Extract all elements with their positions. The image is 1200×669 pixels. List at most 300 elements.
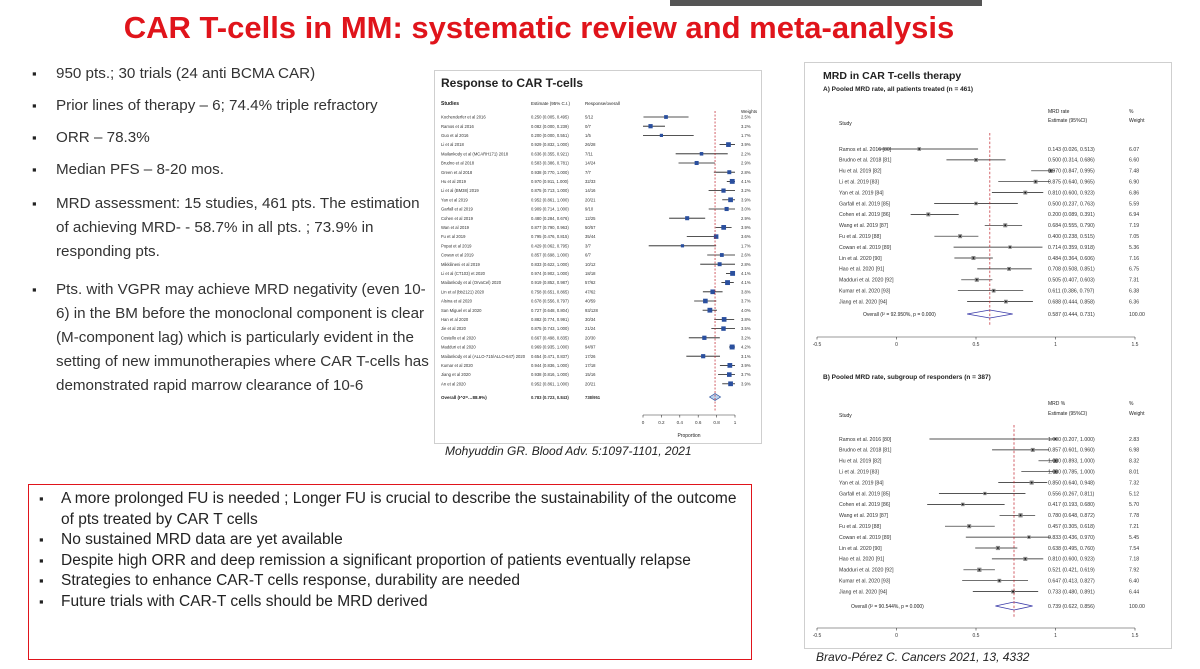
weight-label: 7.54 [1129, 545, 1140, 552]
estimate-ci-label: 0.200 (0.000, 0.551) [531, 133, 569, 138]
estimate-ci-label: 0.944 (0.836, 1.000) [531, 363, 569, 368]
estimate-ci-label: 0.733 (0.480, 0.891) [1048, 589, 1095, 596]
weight-label: 3.2% [741, 188, 751, 194]
estimate-ci-label: 0.938 (0.770, 1.000) [531, 169, 569, 175]
events-label: 32/33 [585, 179, 596, 184]
bullet-item: ▪ 950 pts.; 30 trials (24 anti BCMA CAR) [32, 62, 432, 86]
estimate-dot [1035, 181, 1037, 183]
weight-label: 6.40 [1129, 578, 1140, 585]
weight-label: 6.60 [1129, 157, 1140, 164]
events-label: 7/11 [585, 151, 593, 157]
events-label: 18/18 [585, 271, 596, 276]
conclusion-item: ▪ No sustained MRD data are yet available [29, 530, 751, 551]
weight-label: 4.1% [741, 179, 751, 184]
estimate-ci-label: 0.678 (0.556, 0.797) [531, 298, 569, 304]
events-label: 21/24 [585, 326, 596, 332]
study-label: Li et al (BM38) 2019 [441, 188, 479, 194]
estimate-ci-label: 0.929 (0.832, 1.000) [531, 142, 569, 148]
study-label: Kumar et al. 2020 [93] [839, 578, 891, 585]
weight-label: 2.6% [741, 252, 751, 258]
estimate-dot [978, 569, 980, 571]
col-header-estimate: Estimate (95% C.I.) [531, 101, 571, 106]
estimate-dot [1031, 482, 1033, 484]
x-tick-label: 0.8 [713, 420, 720, 425]
point-estimate [685, 216, 689, 220]
study-label: Jiang et al. 2020 [94] [839, 589, 888, 596]
weight-label: 2.9% [741, 215, 751, 221]
bullet-item: ▪ Prior lines of therapy – 6; 74.4% triple refractory [32, 94, 432, 118]
study-label: Hu et al. 2019 [82] [839, 458, 882, 465]
x-axis-label: Proportion [677, 433, 701, 439]
study-label: Ramos et al. 2016 [80] [839, 146, 892, 153]
estimate-ci-label: 0.667 (0.498, 0.835) [531, 335, 569, 341]
study-label: Wang et al. 2019 [87] [839, 513, 889, 520]
estimate-ci-label: 0.708 (0.508, 0.851) [1048, 266, 1095, 273]
weight-label: 6.36 [1129, 299, 1140, 306]
mrd-b-overall-label: Overall (I² = 90.544%, p = 0.000) [851, 604, 924, 610]
study-label: Li et al 2018 [441, 142, 464, 148]
weight-label: 2.5% [741, 114, 751, 120]
weight-label: 1.7% [741, 133, 751, 138]
conclusion-item: ▪ Strategies to enhance CAR-T cells response, durability are needed [29, 571, 751, 592]
estimate-dot [918, 148, 920, 150]
weight-label: 7.16 [1129, 255, 1140, 262]
mrd-panel-title: MRD in CAR T-cells therapy [823, 70, 962, 82]
point-estimate [730, 179, 735, 184]
weight-label: 3.1% [741, 353, 751, 359]
study-label: Lin et al (bb2121) 2020 [441, 289, 485, 295]
study-label: Madduri et al. 2020 [92] [839, 277, 894, 284]
point-estimate [727, 363, 732, 368]
estimate-ci-label: 0.970 (0.911, 1.000) [531, 179, 569, 184]
events-label: 15/16 [585, 372, 596, 378]
mrd-panel [804, 62, 1172, 649]
estimate-ci-label: 1.000 (0.893, 1.000) [1048, 458, 1095, 465]
estimate-ci-label: 0.882 (0.774, 0.991) [531, 317, 569, 322]
estimate-ci-label: 0.500 (0.314, 0.686) [1048, 157, 1095, 164]
weight-label: 8.01 [1129, 469, 1140, 476]
estimate-ci-label: 0.810 (0.600, 0.923) [1048, 556, 1095, 563]
events-label: 40/59 [585, 298, 596, 304]
events-label: 1/5 [585, 133, 591, 138]
estimate-ci-label: 0.758 (0.651, 0.865) [531, 289, 569, 295]
overall-events-label: 738/951 [585, 395, 601, 400]
study-label: Yan et al 2019 [441, 197, 468, 203]
estimate-ci-label: 0.919 (0.852, 0.987) [531, 280, 569, 286]
mrd-a-overall-label: Overall (I² = 92.950%, p = 0.000) [863, 312, 936, 318]
x-tick-label: 1 [733, 420, 737, 425]
study-label: Cowan et al 2019 [441, 252, 474, 258]
mrd-a-header-pct: % [1129, 109, 1134, 115]
study-label: Wan et al 2019 [441, 225, 470, 230]
events-label: 20/21 [585, 381, 596, 387]
mrd-b-header-study: Study [839, 413, 852, 419]
study-label: Cowan et al. 2019 [89] [839, 534, 891, 541]
response-plot-caption: Response to CAR T-cells [441, 76, 584, 90]
study-label: Garfall et al 2019 [441, 206, 473, 212]
estimate-dot [1020, 514, 1022, 516]
study-label: Guo et al 2016 [441, 133, 469, 138]
estimate-ci-label: 0.638 (0.495, 0.760) [1048, 545, 1095, 552]
weight-label: 3.7% [741, 372, 751, 378]
study-label: Wang et al. 2019 [87] [839, 223, 889, 230]
x-tick-label: 0.5 [972, 633, 980, 639]
point-estimate [727, 170, 731, 174]
weight-label: 5.45 [1129, 534, 1140, 541]
events-label: 94/97 [585, 344, 596, 350]
weight-label: 7.32 [1129, 480, 1140, 487]
conclusions-box [28, 484, 752, 660]
estimate-ci-label: 0.970 (0.847, 0.995) [1048, 168, 1095, 175]
study-label: Han et al 2020 [441, 317, 469, 322]
point-estimate [728, 197, 733, 202]
mrd-a-header-weight: Weight [1129, 118, 1145, 124]
estimate-ci-label: 0.850 (0.640, 0.948) [1048, 480, 1095, 487]
study-label: Mailankody et al (MCARH171) 2018 [441, 151, 509, 157]
weight-label: 6.07 [1129, 146, 1140, 153]
weight-label: 6.44 [1129, 589, 1140, 596]
estimate-ci-label: 0.952 (0.861, 1.000) [531, 381, 569, 387]
estimate-ci-label: 0.833 (0.436, 0.970) [1048, 534, 1095, 541]
weight-label: 6.90 [1129, 179, 1140, 186]
weight-label: 3.9% [741, 381, 751, 387]
study-label: Li et al. 2019 [83] [839, 179, 879, 186]
events-label: 3/7 [585, 243, 591, 249]
study-label: Kumar et al. 2020 [93] [839, 288, 891, 295]
estimate-dot [975, 159, 977, 161]
weight-label: 6.38 [1129, 288, 1140, 295]
x-tick-label: -0.5 [812, 342, 822, 348]
point-estimate [701, 354, 705, 358]
estimate-ci-label: 1.000 (0.785, 1.000) [1048, 469, 1095, 476]
x-tick-label: 0.6 [695, 420, 702, 425]
weight-label: 7.05 [1129, 234, 1140, 240]
study-label: Madduri et al 2020 [441, 344, 476, 350]
estimate-ci-label: 0.200 (0.089, 0.391) [1048, 212, 1095, 219]
weight-label: 7.31 [1129, 277, 1140, 284]
estimate-ci-label: 0.684 (0.555, 0.790) [1048, 223, 1095, 230]
point-estimate [721, 225, 726, 230]
point-estimate [695, 161, 699, 165]
events-label: 17/26 [585, 353, 596, 359]
x-tick-label: 1.5 [1131, 342, 1139, 348]
estimate-ci-label: 0.500 (0.237, 0.763) [1048, 201, 1095, 208]
study-label: Fu et al 2019 [441, 234, 466, 240]
events-label: 35/44 [585, 234, 596, 240]
point-estimate [726, 142, 731, 147]
weight-label: 3.0% [741, 206, 751, 212]
study-label: Mailankody et al (OrvaCel) 2020 [441, 280, 502, 286]
study-label: Jiang et al. 2020 [94] [839, 299, 888, 306]
weight-label: 6.94 [1129, 212, 1140, 219]
estimate-ci-label: 0.727 (0.648, 0.804) [531, 307, 569, 313]
estimate-dot [997, 547, 999, 549]
point-estimate [707, 308, 712, 313]
estimate-ci-label: 0.909 (0.714, 1.000) [531, 206, 569, 212]
point-estimate [725, 207, 729, 211]
weight-label: 6.86 [1129, 190, 1140, 197]
estimate-ci-label: 0.714 (0.359, 0.918) [1048, 244, 1095, 251]
weight-label: 6.98 [1129, 447, 1140, 454]
point-estimate [727, 372, 732, 377]
mrd-b-header-rate: MRD % [1048, 401, 1066, 407]
weight-label: 4.1% [741, 271, 751, 276]
estimate-ci-label: 0.875 (0.743, 1.000) [531, 326, 569, 332]
weight-label: 3.8% [741, 289, 751, 295]
study-label: Hao et al. 2020 [91] [839, 556, 885, 563]
estimate-dot [993, 290, 995, 292]
study-label: Lin et al. 2020 [90] [839, 545, 882, 552]
weight-label: 2.83 [1129, 436, 1140, 443]
weight-label: 3.7% [741, 298, 751, 304]
events-label: 47/62 [585, 289, 596, 295]
estimate-dot [1032, 449, 1034, 451]
estimate-ci-label: 0.810 (0.600, 0.923) [1048, 190, 1095, 197]
estimate-ci-label: 0.457 (0.305, 0.618) [1048, 524, 1095, 530]
weight-label: 3.8% [741, 317, 751, 322]
weight-label: 2.9% [741, 160, 751, 166]
point-estimate [730, 345, 735, 350]
estimate-ci-label: 0.429 (0.062, 0.795) [531, 243, 569, 249]
estimate-ci-label: 0.952 (0.861, 1.000) [531, 197, 569, 203]
estimate-ci-label: 0.484 (0.364, 0.606) [1048, 255, 1095, 262]
study-label: Ramos et al. 2016 [80] [839, 436, 892, 443]
overall-estimate-label: 0.739 (0.622, 0.856) [1048, 603, 1095, 610]
estimate-ci-label: 0.480 (0.284, 0.676) [531, 215, 569, 221]
mrd-b-header-weight: Weight [1129, 411, 1145, 417]
events-label: 57/62 [585, 280, 596, 286]
weight-label: 5.59 [1129, 201, 1140, 208]
point-estimate [721, 326, 725, 330]
estimate-ci-label: 0.857 (0.698, 1.000) [531, 252, 569, 258]
mrd-a-header-rate: MRD rate [1048, 109, 1070, 115]
study-label: Alsina et al 2020 [441, 298, 472, 304]
estimate-ci-label: 0.875 (0.640, 0.965) [1048, 179, 1095, 186]
events-label: 6/7 [585, 252, 591, 258]
study-label: Kumar et al 2020 [441, 363, 473, 368]
estimate-dot [976, 279, 978, 281]
weight-label: 5.70 [1129, 502, 1140, 509]
estimate-ci-label: 0.250 (0.005, 0.495) [531, 114, 569, 120]
estimate-dot [968, 525, 970, 527]
estimate-dot [1012, 591, 1014, 593]
overall-weight-label: 100.00 [1129, 603, 1145, 610]
x-tick-label: 0.5 [972, 342, 980, 348]
study-label: Cowan et al. 2019 [89] [839, 244, 891, 251]
x-tick-label: 1 [1054, 342, 1057, 348]
estimate-ci-label: 0.974 (0.902, 1.000) [531, 271, 569, 276]
estimate-dot [1004, 224, 1006, 226]
weight-label: 4.2% [741, 344, 751, 350]
point-estimate [718, 262, 722, 266]
study-label: Yan et al. 2019 [84] [839, 480, 884, 487]
study-label: Garfall et al. 2019 [85] [839, 491, 891, 498]
point-estimate [681, 244, 684, 247]
estimate-dot [1005, 301, 1007, 303]
weight-label: 7.18 [1129, 556, 1140, 563]
conclusion-item: ▪ Future trials with CAR-T cells should be MRD derived [29, 592, 751, 613]
estimate-dot [984, 493, 986, 495]
study-label: Lin et al. 2020 [90] [839, 255, 882, 262]
weight-label: 3.9% [741, 225, 751, 230]
conclusion-item: ▪ A more prolonged FU is needed ; Longer FU is crucial to describe the sustainability of the outcome of pts treated by CAR T cells [29, 489, 751, 530]
top-bar [670, 0, 982, 6]
estimate-ci-label: 0.875 (0.713, 1.000) [531, 188, 569, 194]
estimate-ci-label: 0.877 (0.790, 0.963) [531, 225, 569, 230]
estimate-dot [959, 235, 961, 237]
weight-label: 3.2% [741, 335, 751, 341]
mrd-b-header-pct: % [1129, 401, 1134, 407]
events-label: 30/34 [585, 317, 596, 322]
point-estimate [714, 234, 719, 239]
estimate-ci-label: 0.795 (0.476, 0.815) [531, 234, 569, 240]
response-forest-plot [435, 71, 761, 443]
events-label: 10/12 [585, 261, 596, 267]
weight-label: 7.21 [1129, 524, 1140, 530]
study-label: Hao et al. 2020 [91] [839, 266, 885, 273]
weight-label: 4.1% [741, 280, 751, 286]
estimate-dot [1024, 192, 1026, 194]
estimate-dot [973, 257, 975, 259]
estimate-ci-label: 0.143 (0.026, 0.513) [1048, 146, 1095, 153]
events-label: 9/10 [585, 206, 594, 212]
x-tick-label: 0 [895, 633, 898, 639]
weight-label: 7.78 [1129, 513, 1140, 520]
events-label: 5/12 [585, 114, 594, 120]
weight-label: 5.12 [1129, 491, 1140, 498]
x-tick-label: 1 [1054, 633, 1057, 639]
conclusions-list [29, 485, 751, 612]
estimate-ci-label: 0.647 (0.413, 0.827) [1048, 578, 1095, 585]
study-label: Fu et al. 2019 [88] [839, 524, 881, 530]
weight-label: 6.75 [1129, 266, 1140, 273]
estimate-dot [1024, 558, 1026, 560]
key-findings-list [32, 62, 432, 398]
events-label: 12/25 [585, 215, 596, 221]
estimate-ci-label: 0.417 (0.193, 0.680) [1048, 502, 1095, 509]
mrd-a-header-estimate: Estimate (95%CI) [1048, 118, 1088, 124]
study-label: Cohen et al. 2019 [86] [839, 502, 891, 509]
study-label: Brudno et al. 2018 [81] [839, 447, 892, 454]
study-label: Green et al 2018 [441, 169, 473, 175]
study-label: Kochenderfer et al 2016 [441, 114, 486, 120]
weight-label: 8.32 [1129, 458, 1140, 465]
weight-label: 4.0% [741, 307, 751, 313]
estimate-dot [1008, 268, 1010, 270]
estimate-ci-label: 0.654 (0.471, 0.837) [531, 353, 569, 359]
estimate-ci-label: 0.556 (0.267, 0.811) [1048, 491, 1095, 498]
study-label: Jie et al 2020 [441, 326, 466, 332]
study-label: Mailankody et al (ALLO-715/ALLO-647) 2020 [441, 353, 526, 359]
x-tick-label: 0.2 [658, 420, 665, 425]
study-label: An et al 2020 [441, 381, 466, 387]
point-estimate [700, 152, 704, 156]
estimate-ci-label: 1.000 (0.207, 1.000) [1048, 436, 1095, 443]
point-estimate [722, 317, 727, 322]
study-label: Costello et al 2020 [441, 335, 476, 341]
x-tick-label: 1.5 [1131, 633, 1139, 639]
x-tick-label: 0.4 [676, 420, 683, 425]
x-tick-label: 0 [895, 342, 898, 348]
weight-label: 3.6% [741, 234, 751, 240]
col-header-events: Response/overall [585, 101, 620, 106]
overall-estimate-label: 0.783 (0.723, 0.843) [531, 395, 569, 400]
estimate-dot [1028, 536, 1030, 538]
overall-label: Overall (I^2=…88.9%) [441, 395, 487, 400]
mrd-forest-plots [805, 63, 1171, 648]
point-estimate [710, 289, 715, 294]
col-header-weights: Weights [741, 109, 758, 114]
study-label: San Miguel et al 2020 [441, 307, 482, 313]
estimate-ci-label: 0.400 (0.238, 0.515) [1048, 234, 1095, 240]
col-header-studies: Studies [441, 101, 460, 107]
estimate-ci-label: 0.969 (0.935, 1.000) [531, 344, 569, 350]
events-label: 14/24 [585, 160, 596, 166]
study-label: Garfall et al. 2019 [85] [839, 201, 891, 208]
study-label: Fu et al. 2019 [88] [839, 234, 881, 240]
study-label: Cohen et al 2019 [441, 215, 473, 221]
study-label: Brudno et al. 2018 [81] [839, 157, 892, 164]
point-estimate [721, 188, 725, 192]
bullet-item: ▪ ORR – 78.3% [32, 126, 432, 150]
events-label: 14/16 [585, 188, 596, 194]
weight-label: 7.19 [1129, 223, 1140, 230]
estimate-ci-label: 0.938 (0.816, 1.000) [531, 372, 569, 378]
estimate-ci-label: 0.833 (0.622, 1.000) [531, 261, 569, 267]
x-tick-label: 0 [641, 420, 645, 425]
weight-label: 5.36 [1129, 244, 1140, 251]
point-estimate [660, 134, 663, 137]
weight-label: 3.5% [741, 326, 751, 332]
estimate-dot [962, 504, 964, 506]
weight-label: 1.7% [741, 243, 751, 249]
study-label: Madduri et al. 2020 [92] [839, 567, 894, 574]
point-estimate [648, 124, 652, 128]
mrd-a-header-study: Study [839, 121, 852, 127]
weight-label: 3.9% [741, 142, 751, 148]
events-label: 26/28 [585, 142, 596, 148]
point-estimate [720, 253, 724, 257]
weight-label: 3.2% [741, 123, 751, 129]
weight-label: 3.9% [741, 363, 751, 368]
weight-label: 3.9% [741, 197, 751, 203]
weight-label: 2.8% [741, 261, 751, 267]
estimate-ci-label: 0.636 (0.355, 0.921) [531, 151, 569, 157]
events-label: 0/7 [585, 123, 591, 129]
estimate-dot [1009, 246, 1011, 248]
slide-title: CAR T-cells in MM: systematic review and meta-analysis [123, 10, 955, 45]
study-label: Popat et al 2019 [441, 243, 472, 249]
estimate-ci-label: 0.688 (0.444, 0.858) [1048, 299, 1095, 306]
x-tick-label: -0.5 [812, 633, 822, 639]
mrd-b-subtitle: B) Pooled MRD rate, subgroup of responders (n = 387) [823, 374, 991, 381]
estimate-ci-label: 0.780 (0.648, 0.872) [1048, 513, 1095, 520]
study-label: Li et al. 2019 [83] [839, 469, 879, 476]
events-label: 93/128 [585, 307, 598, 313]
study-label: Mikkilineni et al 2019 [441, 261, 480, 267]
events-label: 20/30 [585, 335, 596, 341]
point-estimate [725, 280, 730, 285]
events-label: 17/18 [585, 363, 596, 368]
bullet-item: ▪ Median PFS – 8-20 mos. [32, 158, 432, 182]
mrd-b-header-estimate: Estimate (95%CI) [1048, 411, 1088, 417]
events-label: 7/7 [585, 169, 591, 175]
mrd-panel-reference: Bravo-Pérez C. Cancers 2021, 13, 4332 [816, 650, 1030, 664]
weight-label: 2.2% [741, 151, 751, 157]
overall-estimate-label: 0.587 (0.444, 0.731) [1048, 311, 1095, 318]
response-plot-reference: Mohyuddin GR. Blood Adv. 5:1097-1101, 2021 [445, 444, 692, 458]
estimate-dot [927, 214, 929, 216]
